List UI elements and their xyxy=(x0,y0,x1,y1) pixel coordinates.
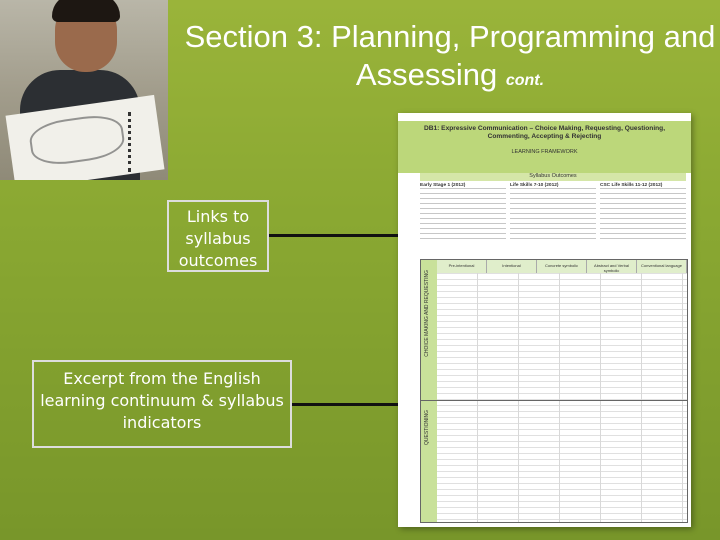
table-header-cell: Concrete symbolic xyxy=(537,260,587,273)
outcome-column-heading: Early Stage 1 (2012) xyxy=(420,183,466,188)
table-header-cell: Abstract and Verbal symbolic xyxy=(587,260,637,273)
outcome-column xyxy=(420,183,506,253)
outcome-column-heading: CSC Life Skills 11-12 (2012) xyxy=(600,183,663,188)
table-side-top: CHOICE MAKING AND REQUESTING xyxy=(424,270,430,357)
student-photo xyxy=(0,0,168,180)
document-title: DB1: Expressive Communication – Choice Making, Requesting, Questioning, Commenting, Accepting & Rejecting xyxy=(423,125,666,140)
table-header xyxy=(437,260,687,273)
outcome-column-text xyxy=(420,188,506,243)
document-subtitle: LEARNING FRAMEWORK xyxy=(511,149,578,155)
document-band: Syllabus Outcomes xyxy=(420,173,686,181)
table-header-cell: Conventional language xyxy=(637,260,687,273)
table-header-cell: Pre-intentional xyxy=(437,260,487,273)
table-divider xyxy=(421,400,687,401)
outcome-column-text xyxy=(510,188,596,243)
photo-binder-rings xyxy=(128,112,137,172)
title-suffix: cont. xyxy=(505,72,545,89)
photo-hair xyxy=(52,0,120,22)
title-line-2-text: Assessing xyxy=(355,57,498,92)
document-outcome-columns xyxy=(420,183,686,253)
syllabus-callout xyxy=(167,200,269,272)
outcome-column xyxy=(510,183,596,253)
continuum-callout-line-2: learning continuum & syllabus xyxy=(40,391,284,410)
outcome-column-heading: Life Skills 7-10 (2012) xyxy=(510,183,559,188)
continuum-table xyxy=(420,259,688,523)
outcome-column-text xyxy=(600,188,686,243)
syllabus-callout-line-3: outcomes xyxy=(178,251,258,270)
title-line-2 xyxy=(170,56,720,100)
slide-title xyxy=(170,18,720,100)
syllabus-callout-line-2: syllabus xyxy=(185,229,251,248)
table-side-bottom: QUESTIONING xyxy=(424,410,430,446)
continuum-callout-line-1: Excerpt from the English xyxy=(63,369,261,388)
table-body xyxy=(437,273,687,522)
syllabus-callout-line-1: Links to xyxy=(186,207,250,226)
table-side-label xyxy=(421,260,437,522)
title-line-1: Section 3: Planning, Programming and xyxy=(184,19,716,54)
table-header-cell: Intentional xyxy=(487,260,537,273)
continuum-callout xyxy=(32,360,292,448)
document-excerpt xyxy=(398,113,691,527)
syllabus-arrow xyxy=(269,234,401,237)
continuum-callout-line-3: indicators xyxy=(122,413,202,432)
outcome-column xyxy=(600,183,686,253)
